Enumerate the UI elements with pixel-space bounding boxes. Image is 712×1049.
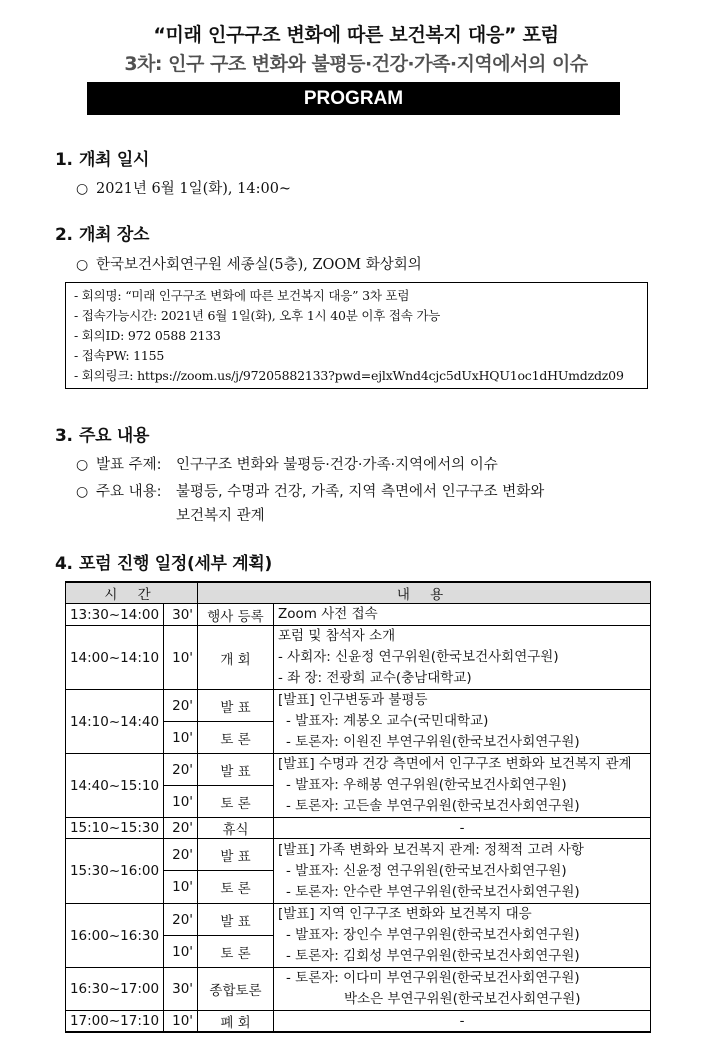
content-line: - 토론자: 고든솔 부연구위원(한국보건사회연구원)	[286, 798, 580, 814]
header-content: 내 용	[198, 582, 651, 604]
circle-bullet-icon: ○	[76, 457, 89, 473]
content-line: - 발표자: 신윤정 연구위원(한국보건사회연구원)	[286, 862, 567, 879]
content-cell	[274, 626, 651, 690]
content-line: - 토론자: 이다미 부연구위원(한국보건사회연구원)	[286, 970, 580, 986]
time-cell: 17:00~17:10	[66, 1011, 164, 1033]
section-number: 1.	[55, 150, 73, 170]
content-line: - 토론자: 안수란 부연구위원(한국보건사회연구원)	[286, 883, 580, 900]
zoom-meeting-id: - 회의ID: 972 0588 2133	[74, 328, 221, 343]
content-line: [발표] 수명과 건강 측면에서 인구구조 변화와 보건복지 관계	[278, 756, 632, 772]
type-cell: 휴식	[198, 818, 274, 839]
content-cell	[274, 968, 651, 1011]
table-row	[66, 904, 651, 936]
type-cell: 토 론	[198, 871, 274, 904]
duration-cell: 10'	[164, 626, 198, 690]
time-cell: 16:30~17:00	[66, 968, 164, 1011]
duration-cell: 10'	[164, 1011, 198, 1033]
section-1-heading	[55, 145, 149, 170]
content-cell: -	[274, 818, 651, 839]
content-line: - 사회자: 신윤정 연구위원(한국보건사회연구원)	[278, 649, 559, 665]
duration-cell: 30'	[164, 968, 198, 1011]
content-cell	[274, 754, 651, 818]
content-line: - 발표자: 장인수 부연구위원(한국보건사회연구원)	[286, 927, 580, 943]
content-cell	[274, 839, 651, 904]
type-cell: 종합토론	[198, 968, 274, 1011]
content-line: - 발표자: 우해봉 연구위원(한국보건사회연구원)	[286, 777, 567, 793]
venue-text: 한국보건사회연구원 세종실(5층), ZOOM 화상회의	[96, 257, 422, 273]
table-row	[66, 1011, 651, 1033]
content-text-line1: 불평등, 수명과 건강, 가족, 지역 측면에서 인구구조 변화와	[176, 484, 545, 500]
type-cell: 폐 회	[198, 1011, 274, 1033]
table-row	[66, 818, 651, 839]
time-cell: 14:10~14:40	[66, 690, 164, 754]
header-time: 시 간	[66, 582, 198, 604]
duration-cell: 10'	[164, 722, 198, 754]
content-line: 박소은 부연구위원(한국보건사회연구원)	[344, 991, 581, 1007]
content-line: - 발표자: 계봉오 교수(국민대학교)	[286, 713, 489, 729]
table-row	[66, 626, 651, 690]
zoom-password: - 접속PW: 1155	[74, 348, 165, 363]
time-cell: 16:00~16:30	[66, 904, 164, 968]
topic-label: 발표 주제:	[96, 457, 162, 473]
content-cell: Zoom 사전 접속	[274, 604, 651, 626]
date-text: 2021년 6월 1일(화), 14:00~	[96, 181, 292, 197]
type-cell: 토 론	[198, 786, 274, 818]
forum-subtitle: 3차: 인구 구조 변화와 불평등·건강·가족·지역에서의 이슈	[124, 53, 588, 75]
topic-item	[76, 453, 498, 474]
content-line: - 좌 장: 전광희 교수(충남대학교)	[278, 670, 472, 686]
duration-cell: 20'	[164, 839, 198, 871]
content-line: - 토론자: 김회성 부연구위원(한국보건사회연구원)	[286, 948, 580, 964]
content-cell: -	[274, 1011, 651, 1033]
duration-cell: 30'	[164, 604, 198, 626]
circle-bullet-icon: ○	[76, 484, 89, 500]
section-title: 포럼 진행 일정(세부 계획)	[79, 554, 273, 574]
section-3-heading	[55, 421, 149, 446]
section-4-heading	[55, 549, 272, 574]
time-cell: 14:00~14:10	[66, 626, 164, 690]
time-cell: 14:40~15:10	[66, 754, 164, 818]
type-cell: 발 표	[198, 754, 274, 786]
section-number: 4.	[55, 554, 73, 574]
table-row	[66, 690, 651, 722]
content-text-line2: 보건복지 관계	[176, 508, 265, 524]
type-cell: 토 론	[198, 722, 274, 754]
type-cell: 행사 등록	[198, 604, 274, 626]
zoom-link[interactable]: - 회의링크: https://zoom.us/j/97205882133?pwd=ejlxWnd4cjc5dUxHQU1oc1dHUmdzdz09	[74, 368, 624, 383]
section-title: 개최 일시	[79, 150, 150, 170]
content-line: 포럼 및 참석자 소개	[278, 628, 396, 644]
content-cell	[274, 904, 651, 968]
table-row	[66, 968, 651, 1011]
type-cell: 토 론	[198, 936, 274, 968]
duration-cell: 20'	[164, 754, 198, 786]
zoom-meeting-name: - 회의명: “미래 인구구조 변화에 따른 보건복지 대응” 3차 포럼	[74, 288, 410, 303]
duration-cell: 20'	[164, 690, 198, 722]
zoom-access-time: - 접속가능시간: 2021년 6월 1일(화), 오후 1시 40분 이후 접속 가능	[74, 308, 441, 323]
time-cell: 13:30~14:00	[66, 604, 164, 626]
duration-cell: 10'	[164, 936, 198, 968]
content-line: [발표] 가족 변화와 보건복지 관계: 정책적 고려 사항	[278, 841, 584, 858]
duration-cell: 10'	[164, 871, 198, 904]
section-2-heading	[55, 220, 149, 245]
content-cell	[274, 690, 651, 754]
type-cell: 발 표	[198, 839, 274, 871]
type-cell: 발 표	[198, 904, 274, 936]
circle-bullet-icon: ○	[76, 181, 89, 197]
zoom-info-box	[65, 282, 648, 389]
date-item	[76, 177, 291, 198]
content-label: 주요 내용:	[96, 484, 162, 500]
duration-cell: 20'	[164, 904, 198, 936]
content-line: - 토론자: 이원진 부연구위원(한국보건사회연구원)	[286, 734, 580, 750]
type-cell: 개 회	[198, 626, 274, 690]
topic-text: 인구구조 변화와 불평등·건강·가족·지역에서의 이슈	[176, 457, 498, 473]
table-row	[66, 604, 651, 626]
schedule-table	[65, 581, 651, 1033]
section-number: 3.	[55, 426, 73, 446]
section-number: 2.	[55, 225, 73, 245]
content-line: [발표] 인구변동과 불평등	[278, 692, 428, 708]
program-banner: PROGRAM	[87, 82, 620, 115]
circle-bullet-icon: ○	[76, 257, 89, 273]
section-title: 개최 장소	[79, 225, 150, 245]
time-cell: 15:30~16:00	[66, 839, 164, 904]
duration-cell: 10'	[164, 786, 198, 818]
duration-cell: 20'	[164, 818, 198, 839]
type-cell: 발 표	[198, 690, 274, 722]
content-line: [발표] 지역 인구구조 변화와 보건복지 대응	[278, 906, 532, 922]
content-item	[76, 480, 545, 524]
section-title: 주요 내용	[79, 426, 150, 446]
table-row	[66, 754, 651, 786]
venue-item	[76, 253, 422, 274]
table-row	[66, 839, 651, 871]
time-cell: 15:10~15:30	[66, 818, 164, 839]
forum-title: “미래 인구구조 변화에 따른 보건복지 대응” 포럼	[153, 24, 559, 46]
